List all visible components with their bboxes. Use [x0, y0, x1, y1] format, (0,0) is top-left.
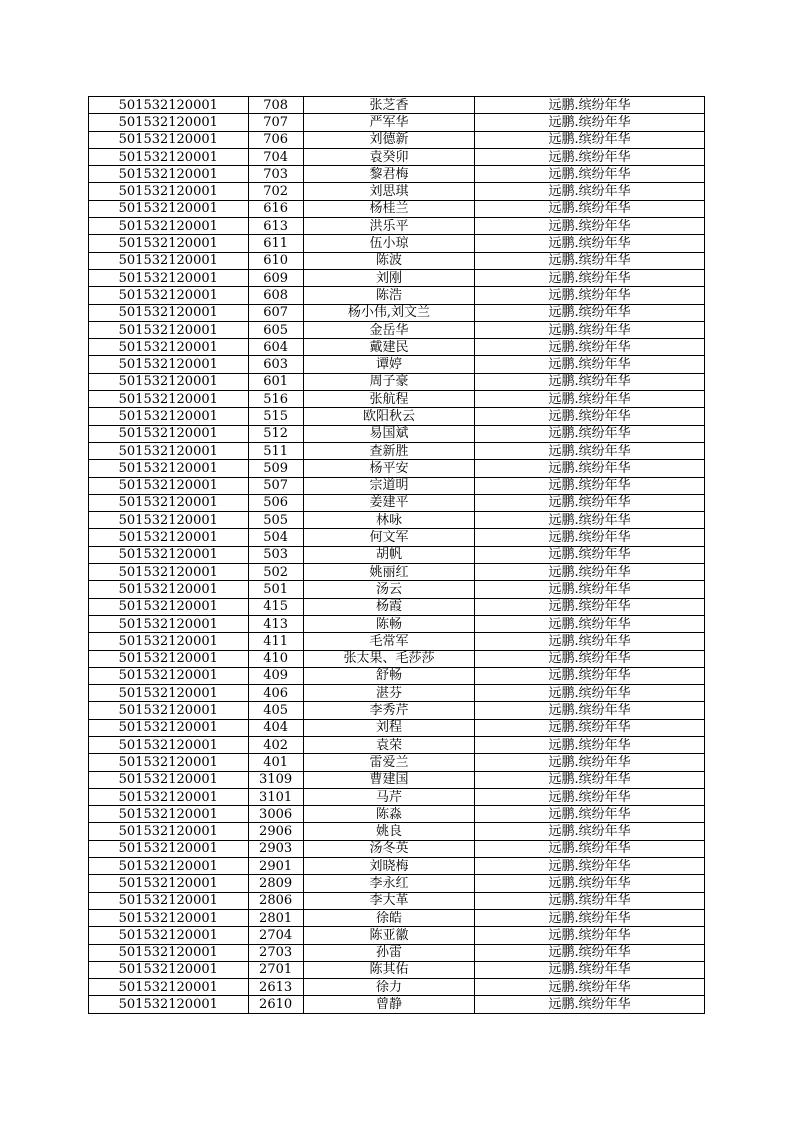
code-cell: 501532120001	[89, 460, 249, 477]
table-row	[89, 909, 705, 926]
project-name-cell: 远鹏.缤纷年华	[475, 806, 705, 823]
table-row	[89, 321, 705, 338]
owner-name-cell: 易国斌	[303, 425, 475, 442]
owner-name-cell: 湛芬	[303, 685, 475, 702]
table-row	[89, 477, 705, 494]
table-row	[89, 823, 705, 840]
project-name-cell: 远鹏.缤纷年华	[475, 979, 705, 996]
table-row	[89, 373, 705, 390]
project-name-cell: 远鹏.缤纷年华	[475, 356, 705, 373]
code-cell: 501532120001	[89, 287, 249, 304]
code-cell: 501532120001	[89, 321, 249, 338]
code-cell: 501532120001	[89, 97, 249, 114]
table-row	[89, 442, 705, 459]
owner-name-cell: 姜建平	[303, 494, 475, 511]
table-row	[89, 97, 705, 114]
project-name-cell: 远鹏.缤纷年华	[475, 114, 705, 131]
room-number-cell: 2903	[248, 840, 303, 857]
project-name-cell: 远鹏.缤纷年华	[475, 200, 705, 217]
table-row	[89, 183, 705, 200]
code-cell: 501532120001	[89, 754, 249, 771]
owner-name-cell: 马芹	[303, 788, 475, 805]
owner-name-cell: 汤云	[303, 581, 475, 598]
table-row	[89, 529, 705, 546]
owner-name-cell: 戴建民	[303, 339, 475, 356]
table-row	[89, 408, 705, 425]
project-name-cell: 远鹏.缤纷年华	[475, 927, 705, 944]
project-name-cell: 远鹏.缤纷年华	[475, 719, 705, 736]
project-name-cell: 远鹏.缤纷年华	[475, 183, 705, 200]
room-number-cell: 406	[248, 685, 303, 702]
project-name-cell: 远鹏.缤纷年华	[475, 685, 705, 702]
room-number-cell: 506	[248, 494, 303, 511]
owner-name-cell: 雷爱兰	[303, 754, 475, 771]
room-number-cell: 3101	[248, 788, 303, 805]
owner-name-cell: 杨桂兰	[303, 200, 475, 217]
owner-name-cell: 袁癸卯	[303, 148, 475, 165]
table-row	[89, 598, 705, 615]
project-name-cell: 远鹏.缤纷年华	[475, 875, 705, 892]
code-cell: 501532120001	[89, 148, 249, 165]
owner-name-cell: 金岳华	[303, 321, 475, 338]
owner-name-cell: 谭婷	[303, 356, 475, 373]
table-row	[89, 892, 705, 909]
room-number-cell: 611	[248, 235, 303, 252]
owner-name-cell: 杨小伟,刘文兰	[303, 304, 475, 321]
code-cell: 501532120001	[89, 909, 249, 926]
project-name-cell: 远鹏.缤纷年华	[475, 633, 705, 650]
project-name-cell: 远鹏.缤纷年华	[475, 546, 705, 563]
room-number-cell: 511	[248, 442, 303, 459]
room-number-cell: 708	[248, 97, 303, 114]
project-name-cell: 远鹏.缤纷年华	[475, 148, 705, 165]
table-row	[89, 875, 705, 892]
table-row	[89, 166, 705, 183]
project-name-cell: 远鹏.缤纷年华	[475, 97, 705, 114]
project-name-cell: 远鹏.缤纷年华	[475, 442, 705, 459]
table-row	[89, 218, 705, 235]
code-cell: 501532120001	[89, 183, 249, 200]
table-row	[89, 927, 705, 944]
owner-name-cell: 陈亚徽	[303, 927, 475, 944]
project-name-cell: 远鹏.缤纷年华	[475, 771, 705, 788]
room-number-cell: 703	[248, 166, 303, 183]
room-number-cell: 409	[248, 667, 303, 684]
owner-name-cell: 陈其佑	[303, 961, 475, 978]
room-number-cell: 702	[248, 183, 303, 200]
owner-name-cell: 刘刚	[303, 269, 475, 286]
owner-name-cell: 曹建国	[303, 771, 475, 788]
table-row	[89, 754, 705, 771]
table-row	[89, 546, 705, 563]
project-name-cell: 远鹏.缤纷年华	[475, 736, 705, 753]
owner-name-cell: 何文军	[303, 529, 475, 546]
room-number-cell: 613	[248, 218, 303, 235]
room-number-cell: 504	[248, 529, 303, 546]
code-cell: 501532120001	[89, 512, 249, 529]
project-name-cell: 远鹏.缤纷年华	[475, 823, 705, 840]
code-cell: 501532120001	[89, 477, 249, 494]
code-cell: 501532120001	[89, 650, 249, 667]
project-name-cell: 远鹏.缤纷年华	[475, 321, 705, 338]
code-cell: 501532120001	[89, 996, 249, 1013]
room-number-cell: 603	[248, 356, 303, 373]
owner-name-cell: 徐皓	[303, 909, 475, 926]
project-name-cell: 远鹏.缤纷年华	[475, 598, 705, 615]
code-cell: 501532120001	[89, 235, 249, 252]
owner-name-cell: 胡帆	[303, 546, 475, 563]
project-name-cell: 远鹏.缤纷年华	[475, 788, 705, 805]
owner-name-cell: 刘晓梅	[303, 858, 475, 875]
owner-name-cell: 李大革	[303, 892, 475, 909]
owner-name-cell: 洪乐平	[303, 218, 475, 235]
table-row	[89, 148, 705, 165]
code-cell: 501532120001	[89, 927, 249, 944]
code-cell: 501532120001	[89, 114, 249, 131]
table-row	[89, 391, 705, 408]
owner-name-cell: 袁荣	[303, 736, 475, 753]
project-name-cell: 远鹏.缤纷年华	[475, 460, 705, 477]
room-number-cell: 401	[248, 754, 303, 771]
table-row	[89, 996, 705, 1013]
owner-name-cell: 伍小琼	[303, 235, 475, 252]
project-name-cell: 远鹏.缤纷年华	[475, 702, 705, 719]
room-number-cell: 2613	[248, 979, 303, 996]
project-name-cell: 远鹏.缤纷年华	[475, 754, 705, 771]
room-number-cell: 502	[248, 564, 303, 581]
table-row	[89, 356, 705, 373]
project-name-cell: 远鹏.缤纷年华	[475, 339, 705, 356]
room-number-cell: 2906	[248, 823, 303, 840]
table-row	[89, 840, 705, 857]
code-cell: 501532120001	[89, 131, 249, 148]
room-number-cell: 405	[248, 702, 303, 719]
code-cell: 501532120001	[89, 529, 249, 546]
code-cell: 501532120001	[89, 391, 249, 408]
code-cell: 501532120001	[89, 269, 249, 286]
code-cell: 501532120001	[89, 494, 249, 511]
table-row	[89, 252, 705, 269]
room-number-cell: 501	[248, 581, 303, 598]
project-name-cell: 远鹏.缤纷年华	[475, 581, 705, 598]
code-cell: 501532120001	[89, 736, 249, 753]
table-row	[89, 944, 705, 961]
project-name-cell: 远鹏.缤纷年华	[475, 892, 705, 909]
project-name-cell: 远鹏.缤纷年华	[475, 961, 705, 978]
project-name-cell: 远鹏.缤纷年华	[475, 304, 705, 321]
owner-name-cell: 陈畅	[303, 615, 475, 632]
project-name-cell: 远鹏.缤纷年华	[475, 131, 705, 148]
project-name-cell: 远鹏.缤纷年华	[475, 494, 705, 511]
code-cell: 501532120001	[89, 944, 249, 961]
room-number-cell: 507	[248, 477, 303, 494]
owner-name-cell: 陈淼	[303, 806, 475, 823]
code-cell: 501532120001	[89, 339, 249, 356]
table-row	[89, 235, 705, 252]
room-number-cell: 512	[248, 425, 303, 442]
room-number-cell: 503	[248, 546, 303, 563]
project-name-cell: 远鹏.缤纷年华	[475, 166, 705, 183]
owner-name-cell: 黎君梅	[303, 166, 475, 183]
table-row	[89, 667, 705, 684]
owner-name-cell: 陈浩	[303, 287, 475, 304]
owner-name-cell: 李秀芹	[303, 702, 475, 719]
owner-name-cell: 周子豪	[303, 373, 475, 390]
data-table	[88, 96, 705, 1014]
code-cell: 501532120001	[89, 252, 249, 269]
table-row	[89, 131, 705, 148]
owner-name-cell: 刘程	[303, 719, 475, 736]
project-name-cell: 远鹏.缤纷年华	[475, 909, 705, 926]
code-cell: 501532120001	[89, 667, 249, 684]
code-cell: 501532120001	[89, 564, 249, 581]
owner-name-cell: 姚丽红	[303, 564, 475, 581]
room-number-cell: 707	[248, 114, 303, 131]
owner-name-cell: 宗道明	[303, 477, 475, 494]
table-row	[89, 287, 705, 304]
table-row	[89, 858, 705, 875]
code-cell: 501532120001	[89, 788, 249, 805]
project-name-cell: 远鹏.缤纷年华	[475, 235, 705, 252]
code-cell: 501532120001	[89, 633, 249, 650]
owner-name-cell: 查新胜	[303, 442, 475, 459]
table-row	[89, 339, 705, 356]
project-name-cell: 远鹏.缤纷年华	[475, 218, 705, 235]
owner-name-cell: 毛常军	[303, 633, 475, 650]
owner-name-cell: 林咏	[303, 512, 475, 529]
code-cell: 501532120001	[89, 546, 249, 563]
code-cell: 501532120001	[89, 892, 249, 909]
owner-name-cell: 曾静	[303, 996, 475, 1013]
code-cell: 501532120001	[89, 581, 249, 598]
room-number-cell: 604	[248, 339, 303, 356]
code-cell: 501532120001	[89, 702, 249, 719]
project-name-cell: 远鹏.缤纷年华	[475, 996, 705, 1013]
project-name-cell: 远鹏.缤纷年华	[475, 252, 705, 269]
room-number-cell: 2610	[248, 996, 303, 1013]
code-cell: 501532120001	[89, 979, 249, 996]
room-number-cell: 509	[248, 460, 303, 477]
code-cell: 501532120001	[89, 598, 249, 615]
table-row	[89, 633, 705, 650]
table-row	[89, 650, 705, 667]
code-cell: 501532120001	[89, 218, 249, 235]
room-number-cell: 608	[248, 287, 303, 304]
project-name-cell: 远鹏.缤纷年华	[475, 373, 705, 390]
owner-name-cell: 杨霞	[303, 598, 475, 615]
owner-name-cell: 严军华	[303, 114, 475, 131]
table-row	[89, 771, 705, 788]
room-number-cell: 2704	[248, 927, 303, 944]
room-number-cell: 605	[248, 321, 303, 338]
owner-name-cell: 张芝香	[303, 97, 475, 114]
room-number-cell: 2806	[248, 892, 303, 909]
project-name-cell: 远鹏.缤纷年华	[475, 269, 705, 286]
room-number-cell: 616	[248, 200, 303, 217]
code-cell: 501532120001	[89, 615, 249, 632]
owner-name-cell: 汤冬英	[303, 840, 475, 857]
table-row	[89, 806, 705, 823]
table-row	[89, 460, 705, 477]
table-row	[89, 425, 705, 442]
code-cell: 501532120001	[89, 806, 249, 823]
project-name-cell: 远鹏.缤纷年华	[475, 512, 705, 529]
room-number-cell: 3109	[248, 771, 303, 788]
room-number-cell: 505	[248, 512, 303, 529]
code-cell: 501532120001	[89, 356, 249, 373]
code-cell: 501532120001	[89, 200, 249, 217]
project-name-cell: 远鹏.缤纷年华	[475, 287, 705, 304]
project-name-cell: 远鹏.缤纷年华	[475, 391, 705, 408]
project-name-cell: 远鹏.缤纷年华	[475, 840, 705, 857]
code-cell: 501532120001	[89, 166, 249, 183]
code-cell: 501532120001	[89, 719, 249, 736]
room-number-cell: 402	[248, 736, 303, 753]
owner-name-cell: 刘德新	[303, 131, 475, 148]
room-number-cell: 610	[248, 252, 303, 269]
project-name-cell: 远鹏.缤纷年华	[475, 615, 705, 632]
table-row	[89, 719, 705, 736]
room-number-cell: 2701	[248, 961, 303, 978]
owner-name-cell: 徐力	[303, 979, 475, 996]
project-name-cell: 远鹏.缤纷年华	[475, 408, 705, 425]
code-cell: 501532120001	[89, 304, 249, 321]
table-row	[89, 736, 705, 753]
owner-name-cell: 欧阳秋云	[303, 408, 475, 425]
table-row	[89, 685, 705, 702]
table-row	[89, 788, 705, 805]
room-number-cell: 2809	[248, 875, 303, 892]
owner-name-cell: 张航程	[303, 391, 475, 408]
code-cell: 501532120001	[89, 685, 249, 702]
room-number-cell: 704	[248, 148, 303, 165]
table-row	[89, 564, 705, 581]
room-number-cell: 601	[248, 373, 303, 390]
room-number-cell: 2901	[248, 858, 303, 875]
room-number-cell: 410	[248, 650, 303, 667]
room-number-cell: 404	[248, 719, 303, 736]
owner-name-cell: 舒畅	[303, 667, 475, 684]
room-number-cell: 706	[248, 131, 303, 148]
code-cell: 501532120001	[89, 425, 249, 442]
owner-name-cell: 陈波	[303, 252, 475, 269]
room-number-cell: 609	[248, 269, 303, 286]
project-name-cell: 远鹏.缤纷年华	[475, 650, 705, 667]
code-cell: 501532120001	[89, 442, 249, 459]
table-row	[89, 961, 705, 978]
room-number-cell: 607	[248, 304, 303, 321]
code-cell: 501532120001	[89, 408, 249, 425]
table-row	[89, 269, 705, 286]
project-name-cell: 远鹏.缤纷年华	[475, 529, 705, 546]
code-cell: 501532120001	[89, 771, 249, 788]
code-cell: 501532120001	[89, 823, 249, 840]
room-number-cell: 515	[248, 408, 303, 425]
table-row	[89, 304, 705, 321]
table-row	[89, 512, 705, 529]
code-cell: 501532120001	[89, 875, 249, 892]
room-number-cell: 3006	[248, 806, 303, 823]
room-number-cell: 411	[248, 633, 303, 650]
table-row	[89, 581, 705, 598]
project-name-cell: 远鹏.缤纷年华	[475, 477, 705, 494]
table-row	[89, 702, 705, 719]
owner-name-cell: 刘思琪	[303, 183, 475, 200]
room-number-cell: 516	[248, 391, 303, 408]
room-number-cell: 413	[248, 615, 303, 632]
owner-name-cell: 姚良	[303, 823, 475, 840]
project-name-cell: 远鹏.缤纷年华	[475, 858, 705, 875]
table-row	[89, 200, 705, 217]
owner-name-cell: 孙雷	[303, 944, 475, 961]
table-row	[89, 615, 705, 632]
room-number-cell: 415	[248, 598, 303, 615]
owner-name-cell: 杨平安	[303, 460, 475, 477]
project-name-cell: 远鹏.缤纷年华	[475, 425, 705, 442]
code-cell: 501532120001	[89, 373, 249, 390]
room-number-cell: 2801	[248, 909, 303, 926]
code-cell: 501532120001	[89, 961, 249, 978]
project-name-cell: 远鹏.缤纷年华	[475, 667, 705, 684]
room-number-cell: 2703	[248, 944, 303, 961]
owner-name-cell: 张太果、毛莎莎	[303, 650, 475, 667]
owner-name-cell: 李永红	[303, 875, 475, 892]
table-row	[89, 114, 705, 131]
project-name-cell: 远鹏.缤纷年华	[475, 944, 705, 961]
code-cell: 501532120001	[89, 858, 249, 875]
table-body	[89, 97, 705, 1014]
table-row	[89, 979, 705, 996]
code-cell: 501532120001	[89, 840, 249, 857]
table-row	[89, 494, 705, 511]
project-name-cell: 远鹏.缤纷年华	[475, 564, 705, 581]
